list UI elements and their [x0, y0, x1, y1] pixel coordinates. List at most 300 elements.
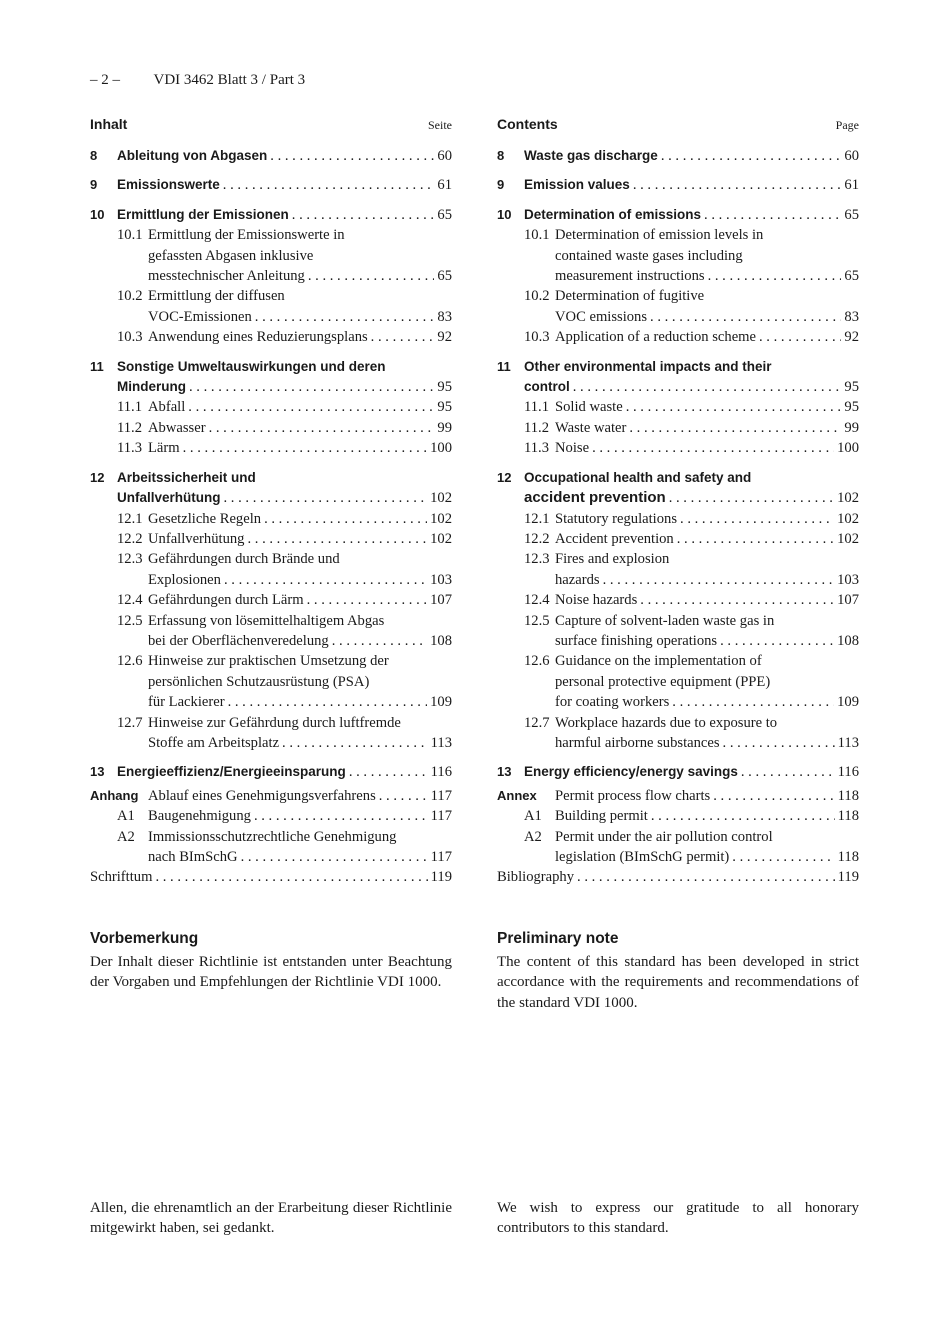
page-header — [90, 72, 305, 89]
toc-row — [117, 806, 452, 826]
toc-row — [497, 146, 859, 166]
annex-item-number: A2 — [524, 828, 542, 845]
toc-annex — [90, 786, 452, 868]
page-ref: 102 — [430, 510, 452, 527]
leader-dots — [661, 146, 842, 166]
leader-dots — [669, 488, 834, 508]
chapter-title: Unfallverhütung — [117, 490, 221, 506]
toc-row — [524, 397, 859, 417]
leader-dots — [155, 867, 427, 887]
subsection-number: 12.7 — [524, 714, 550, 731]
toc-row — [497, 488, 859, 508]
toc-row — [117, 713, 452, 733]
toc-row — [117, 529, 452, 549]
subsection-title-line: Guidance on the implementation of — [555, 653, 762, 670]
page-label: Page — [835, 118, 859, 132]
page-ref: 118 — [837, 787, 859, 804]
toc-title: Inhalt — [90, 116, 128, 132]
toc-subsection — [497, 397, 859, 417]
page-ref: 60 — [844, 148, 859, 164]
subsection-title: Stoffe am Arbeitsplatz — [148, 734, 280, 751]
leader-dots — [741, 762, 835, 782]
chapter-number: 10 — [497, 206, 512, 222]
chapter-title: Waste gas discharge — [524, 148, 658, 163]
annex-label: Anhang — [90, 787, 139, 803]
toc-subsection — [90, 286, 452, 327]
page-ref: 102 — [837, 530, 859, 547]
subsection-title: hazards — [555, 571, 600, 588]
subsection-title-line: Workplace hazards due to exposure to — [555, 714, 778, 731]
toc-german — [90, 116, 452, 888]
toc-subsection — [497, 418, 859, 438]
leader-dots — [626, 397, 842, 417]
toc-row — [524, 286, 859, 306]
toc-subsection — [497, 509, 859, 529]
annex-item-number: A1 — [524, 808, 542, 825]
subsection-title: VOC emissions — [555, 308, 648, 325]
subsection-title: Abfall — [148, 399, 186, 416]
annex-item — [497, 827, 859, 868]
toc-row — [497, 786, 859, 806]
subsection-title-line: Determination of fugitive — [555, 288, 705, 305]
subsection-number: 12.3 — [524, 551, 550, 568]
toc-chapter — [90, 357, 452, 459]
page-ref: 109 — [837, 694, 859, 711]
leader-dots — [282, 733, 428, 753]
leader-dots — [672, 692, 834, 712]
toc-row — [524, 847, 859, 867]
toc-row — [90, 786, 452, 806]
chapter-number: 8 — [90, 148, 98, 163]
leader-dots — [677, 529, 834, 549]
leader-dots — [592, 438, 834, 458]
subsection-number: 12.6 — [117, 653, 143, 670]
annex-item-title: Baugenehmigung — [148, 808, 251, 825]
toc-row — [90, 357, 452, 377]
toc-row — [524, 713, 859, 733]
leader-dots — [633, 175, 842, 195]
page-ref: 65 — [437, 268, 452, 285]
toc-row — [524, 225, 859, 245]
toc-row — [117, 733, 452, 753]
toc-subsection — [90, 611, 452, 652]
toc-row — [90, 488, 452, 508]
subsection-number: 12.1 — [524, 510, 550, 527]
document-title: VDI 3462 Blatt 3 / Part 3 — [153, 72, 306, 88]
annex-item-title-line: Permit under the air pollution control — [555, 828, 773, 845]
toc-chapter — [497, 468, 859, 754]
chapter-title: Emission values — [524, 177, 630, 193]
page-ref: 61 — [437, 177, 452, 194]
page-ref: 65 — [437, 206, 452, 223]
toc-row — [117, 672, 452, 692]
subsection-title-line: contained waste gases including — [555, 247, 743, 264]
page-ref: 117 — [430, 849, 452, 865]
annex-label: Annex — [497, 787, 537, 803]
subsection-number: 11.3 — [117, 440, 142, 457]
toc-row — [117, 651, 452, 671]
toc-row — [117, 570, 452, 590]
page-ref: 65 — [844, 268, 859, 285]
subsection-number: 12.3 — [117, 551, 143, 568]
toc-row — [117, 590, 452, 610]
bibliography-title: Bibliography — [497, 869, 575, 886]
acknowledgement-english — [497, 1198, 859, 1239]
chapter-number: 13 — [90, 764, 105, 780]
toc-subsection — [497, 651, 859, 712]
annex-item — [90, 806, 452, 826]
toc-row — [497, 867, 859, 887]
toc-chapter — [90, 146, 452, 166]
page-ref: 119 — [837, 869, 859, 886]
page-ref: 83 — [844, 308, 859, 325]
toc-subsection — [90, 225, 452, 286]
toc-row — [117, 549, 452, 569]
page-ref: 108 — [837, 632, 859, 649]
subsection-title-line: Hinweise zur praktischen Umsetzung der — [148, 653, 389, 670]
subsection-title: Unfallverhütung — [148, 530, 245, 547]
toc-row — [524, 672, 859, 692]
toc-subsection — [90, 713, 452, 754]
leader-dots — [629, 418, 841, 438]
page-ref: 102 — [430, 530, 452, 547]
toc-row — [497, 377, 859, 397]
page-ref: 92 — [844, 329, 859, 346]
leader-dots — [209, 418, 435, 438]
page-ref: 99 — [437, 419, 452, 436]
chapter-title: Energy efficiency/energy savings — [524, 764, 738, 780]
leader-dots — [640, 590, 834, 610]
subsection-title: für Lackierer — [148, 694, 225, 711]
toc-chapter — [90, 468, 452, 754]
bibliography-title: Schrifttum — [90, 869, 153, 886]
chapter-title: control — [524, 379, 570, 395]
toc-row — [497, 357, 859, 377]
leader-dots — [189, 377, 434, 397]
subsection-title: Noise hazards — [555, 592, 638, 609]
leader-dots — [651, 806, 835, 826]
leader-dots — [270, 146, 434, 166]
subsection-title: Statutory regulations — [555, 510, 678, 527]
leader-dots — [708, 266, 842, 286]
toc-subsection — [497, 225, 859, 286]
chapter-number: 11 — [497, 358, 511, 374]
annex-item-number: A2 — [117, 828, 135, 845]
toc-chapter — [497, 762, 859, 782]
leader-dots — [254, 806, 428, 826]
toc-row — [524, 733, 859, 753]
subsection-title: Abwasser — [148, 419, 206, 436]
page-label: Seite — [428, 118, 452, 132]
page-ref: 117 — [430, 787, 452, 804]
note-title: Preliminary note — [497, 930, 619, 947]
page-ref: 65 — [844, 206, 859, 223]
toc-row — [90, 468, 452, 488]
chapter-title: Energieeffizienz/Energieeinsparung — [117, 764, 346, 780]
toc-row — [90, 867, 452, 887]
toc-bibliography — [497, 867, 859, 887]
toc-subsection — [90, 397, 452, 417]
page-ref: 83 — [437, 308, 452, 325]
subsection-title: bei der Oberflächenveredelung — [148, 632, 329, 649]
subsection-number: 11.3 — [524, 440, 549, 457]
toc-subsection — [90, 509, 452, 529]
subsection-number: 12.2 — [117, 530, 143, 547]
page-ref: 95 — [844, 399, 859, 416]
toc-subsection — [497, 549, 859, 590]
annex-item-title: legislation (BImSchG permit) — [555, 849, 730, 865]
subsection-number: 12.5 — [117, 612, 143, 629]
leader-dots — [759, 327, 841, 347]
page-ref: 102 — [430, 490, 452, 507]
leader-dots — [255, 307, 435, 327]
subsection-number: 11.1 — [117, 399, 142, 416]
page-ref: 92 — [437, 329, 452, 346]
toc-chapter — [90, 175, 452, 195]
annex-title: Ablauf eines Genehmigungsverfahrens — [148, 787, 376, 804]
toc-row — [117, 246, 452, 266]
chapter-number: 12 — [497, 469, 512, 485]
chapter-title-line: Other environmental impacts and their — [524, 358, 772, 374]
subsection-title: Accident prevention — [555, 530, 674, 547]
toc-row — [524, 549, 859, 569]
chapter-number: 9 — [497, 177, 505, 193]
subsection-title-line: Capture of solvent-laden waste gas in — [555, 612, 775, 629]
subsection-number: 10.3 — [117, 329, 143, 346]
leader-dots — [577, 867, 835, 887]
chapter-number: 13 — [497, 764, 512, 780]
annex-title: Permit process flow charts — [555, 787, 711, 804]
toc-row — [117, 418, 452, 438]
toc-row — [497, 762, 859, 782]
toc-subsection — [497, 327, 859, 347]
leader-dots — [183, 438, 428, 458]
page-ref: 113 — [430, 734, 452, 751]
toc-annex — [497, 786, 859, 868]
chapter-title-line: Arbeitssicherheit und — [117, 469, 256, 485]
toc-row — [117, 307, 452, 327]
toc-row — [90, 377, 452, 397]
chapter-number: 12 — [90, 469, 105, 485]
leader-dots — [379, 786, 428, 806]
chapter-number: 11 — [90, 358, 104, 374]
toc-subsection — [497, 286, 859, 327]
toc-row — [497, 205, 859, 225]
annex-item-title: nach BImSchG — [148, 849, 238, 865]
leader-dots — [307, 590, 428, 610]
leader-dots — [188, 397, 434, 417]
subsection-title: measurement instructions — [555, 268, 705, 285]
preliminary-note-german — [90, 930, 452, 993]
chapter-number: 8 — [497, 148, 505, 163]
note-title: Vorbemerkung — [90, 930, 199, 947]
subsection-number: 12.4 — [524, 592, 550, 609]
annex-item-number: A1 — [117, 808, 135, 825]
subsection-number: 10.2 — [117, 288, 143, 305]
chapter-title: Ermittlung der Emissionen — [117, 206, 289, 222]
chapter-title: Determination of emissions — [524, 206, 702, 222]
subsection-number: 10.1 — [117, 227, 143, 244]
page-ref: 118 — [837, 808, 859, 825]
toc-row — [90, 146, 452, 166]
page-ref: 60 — [437, 148, 452, 164]
page-ref: 109 — [430, 694, 452, 711]
toc-row — [117, 631, 452, 651]
leader-dots — [723, 733, 835, 753]
subsection-number: 12.6 — [524, 653, 550, 670]
annex-item-title-line: Immissionsschutzrechtliche Genehmigung — [148, 828, 397, 845]
toc-row — [524, 692, 859, 712]
subsection-title: Lärm — [148, 440, 180, 457]
subsection-number: 10.1 — [524, 227, 550, 244]
subsection-title-line: Determination of emission levels in — [555, 227, 764, 244]
toc-row — [117, 611, 452, 631]
leader-dots — [650, 307, 841, 327]
page-ref: 102 — [837, 510, 859, 527]
toc-row — [524, 651, 859, 671]
toc-row — [117, 847, 452, 867]
subsection-title: Solid waste — [555, 399, 623, 416]
leader-dots — [332, 631, 427, 651]
toc-row — [524, 529, 859, 549]
toc-row — [524, 266, 859, 286]
toc-row — [524, 246, 859, 266]
leader-dots — [223, 175, 435, 195]
subsection-number: 11.2 — [524, 419, 549, 436]
acknowledgement-text: We wish to express our gratitude to all honorary contributors to this standard. — [497, 1200, 859, 1237]
subsection-title-line: personal protective equipment (PPE) — [555, 673, 771, 690]
subsection-title: Application of a reduction scheme — [555, 329, 756, 346]
toc-row — [497, 468, 859, 488]
toc-chapter — [497, 175, 859, 195]
leader-dots — [224, 488, 428, 508]
toc-row — [524, 806, 859, 826]
subsection-title-line: Erfassung von lösemittelhaltigem Abgas — [148, 612, 385, 629]
leader-dots — [292, 205, 435, 225]
page-ref: 103 — [430, 571, 452, 588]
toc-row — [90, 205, 452, 225]
toc-row — [117, 327, 452, 347]
toc-subsection — [90, 529, 452, 549]
page-ref: 61 — [844, 177, 859, 194]
toc-title: Contents — [497, 116, 558, 132]
toc-row — [117, 266, 452, 286]
page-ref: 119 — [430, 869, 452, 886]
subsection-title: surface finishing operations — [555, 632, 718, 649]
toc-english — [497, 116, 859, 888]
toc-row — [117, 225, 452, 245]
leader-dots — [224, 570, 427, 590]
toc-subsection — [90, 438, 452, 458]
subsection-title-line: Hinweise zur Gefährdung durch luftfremde — [148, 714, 401, 731]
subsection-number: 12.2 — [524, 530, 550, 547]
subsection-title-line: Ermittlung der diffusen — [148, 288, 285, 305]
subsection-title-line: Ermittlung der Emissionswerte in — [148, 227, 345, 244]
page-ref: 113 — [837, 734, 859, 751]
page-number: – 2 – — [90, 72, 120, 88]
page-ref: 107 — [837, 592, 859, 609]
note-text: Der Inhalt dieser Richtlinie ist entstanden unter Beachtung der Vorgaben und Empfehlungen der Richtlinie VDI 1000. — [90, 954, 452, 991]
leader-dots — [371, 327, 435, 347]
toc-subsection — [497, 713, 859, 754]
leader-dots — [704, 205, 841, 225]
subsection-title-line: Gefährdungen durch Brände und — [148, 551, 340, 568]
toc-row — [524, 438, 859, 458]
page-ref: 116 — [430, 764, 452, 781]
toc-row — [524, 307, 859, 327]
toc-subsection — [90, 590, 452, 610]
leader-dots — [720, 631, 834, 651]
subsection-title-line: persönlichen Schutzausrüstung (PSA) — [148, 673, 370, 690]
subsection-title-line: Fires and explosion — [555, 551, 670, 568]
toc-row — [524, 611, 859, 631]
leader-dots — [732, 847, 834, 867]
chapter-title: Emissionswerte — [117, 177, 220, 193]
leader-dots — [241, 847, 428, 867]
toc-chapter — [497, 146, 859, 166]
page-ref: 107 — [430, 592, 452, 609]
subsection-title: for coating workers — [555, 694, 670, 711]
subsection-title: Anwendung eines Reduzierungsplans — [148, 329, 368, 346]
toc-bibliography — [90, 867, 452, 887]
subsection-number: 12.1 — [117, 510, 143, 527]
toc-heading — [90, 116, 452, 140]
toc-row — [90, 175, 452, 195]
toc-row — [90, 762, 452, 782]
toc-subsection — [497, 438, 859, 458]
page-ref: 103 — [837, 571, 859, 588]
page-ref: 117 — [430, 808, 452, 825]
subsection-number: 12.4 — [117, 592, 143, 609]
toc-row — [524, 418, 859, 438]
leader-dots — [349, 762, 428, 782]
toc-subsection — [90, 549, 452, 590]
chapter-number: 9 — [90, 177, 98, 193]
note-text: The content of this standard has been developed in strict accordance with the requirements and recommendations of the standard VDI 1000. — [497, 954, 859, 1011]
annex-item — [497, 806, 859, 826]
subsection-number: 10.2 — [524, 288, 550, 305]
acknowledgement-german — [90, 1198, 452, 1239]
leader-dots — [603, 570, 835, 590]
annex-item — [90, 827, 452, 868]
subsection-title: Explosionen — [148, 571, 221, 588]
toc-row — [524, 631, 859, 651]
leader-dots — [228, 692, 428, 712]
toc-chapter — [497, 205, 859, 348]
chapter-title-line: Occupational health and safety and — [524, 469, 752, 485]
leader-dots — [680, 509, 834, 529]
subsection-number: 11.2 — [117, 419, 142, 436]
subsection-title: messtechnischer Anleitung — [148, 268, 305, 285]
toc-chapter — [497, 357, 859, 459]
toc-row — [524, 590, 859, 610]
toc-row — [524, 827, 859, 847]
subsection-title: Waste water — [555, 419, 627, 436]
leader-dots — [264, 509, 427, 529]
subsection-title: Gefährdungen durch Lärm — [148, 592, 304, 609]
chapter-title: Ableitung von Abgasen — [117, 148, 268, 163]
page-ref: 108 — [430, 632, 452, 649]
toc-subsection — [90, 327, 452, 347]
annex-item-title: Building permit — [555, 808, 648, 825]
page-ref: 95 — [844, 379, 859, 396]
toc-subsection — [90, 651, 452, 712]
subsection-number: 10.3 — [524, 329, 550, 346]
toc-row — [117, 692, 452, 712]
toc-row — [117, 827, 452, 847]
page-ref: 102 — [837, 490, 859, 507]
toc-chapter — [90, 205, 452, 348]
